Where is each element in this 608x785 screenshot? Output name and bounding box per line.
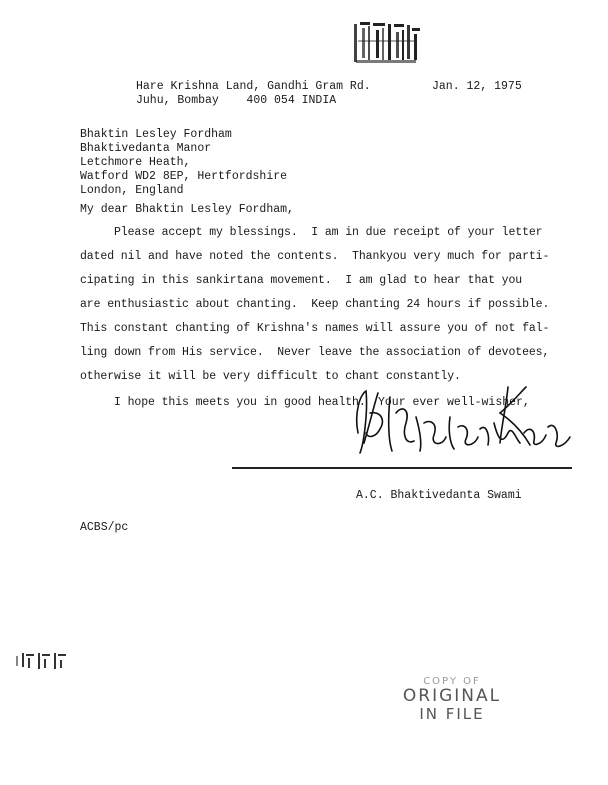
closing-line: I hope this meets you in good health. — [80, 396, 366, 409]
file-stamp-top — [352, 20, 422, 68]
recipient-line-2: Bhaktivedanta Manor — [80, 142, 212, 155]
letter-date: Jan. 12, 1975 — [432, 80, 522, 93]
stamp-line-2: ORIGINAL — [402, 686, 502, 706]
stamp-line-1: COPY OF — [423, 676, 481, 687]
handwritten-signature — [350, 383, 585, 463]
signature-rule — [232, 467, 572, 469]
stamp-line-3: IN FILE — [419, 705, 485, 723]
valediction: Your ever well-wisher, — [378, 396, 530, 409]
recipient-line-3: Letchmore Heath, — [80, 156, 191, 169]
letterhead-address-line1: Hare Krishna Land, Gandhi Gram Rd. — [136, 80, 371, 93]
body-line: This constant chanting of Krishna's names will assure you of not fal- — [80, 322, 550, 335]
recipient-line-4: Watford WD2 8EP, Hertfordshire — [80, 170, 288, 183]
body-line: are enthusiastic about chanting. Keep chanting 24 hours if possible. — [80, 298, 550, 311]
body-line: otherwise it will be very difficult to chant constantly. — [80, 370, 461, 383]
letterhead-address-line2: Juhu, Bombay 400 054 INDIA — [136, 94, 337, 107]
reference-initials: ACBS/pc — [80, 521, 129, 534]
body-line: cipating in this sankirtana movement. I am glad to hear that you — [80, 274, 523, 287]
signature-name: A.C. Bhaktivedanta Swami — [356, 489, 522, 502]
recipient-name: Bhaktin Lesley Fordham — [80, 128, 232, 141]
salutation: My dear Bhaktin Lesley Fordham, — [80, 203, 294, 216]
file-stamp-left — [14, 650, 70, 672]
body-line: dated nil and have noted the contents. Thankyou very much for parti- — [80, 250, 550, 263]
copy-original-stamp — [392, 676, 512, 723]
body-line: ling down from His service. Never leave the association of devotees, — [80, 346, 550, 359]
recipient-line-5: London, England — [80, 184, 184, 197]
body-line: Please accept my blessings. I am in due receipt of your letter — [80, 226, 543, 239]
